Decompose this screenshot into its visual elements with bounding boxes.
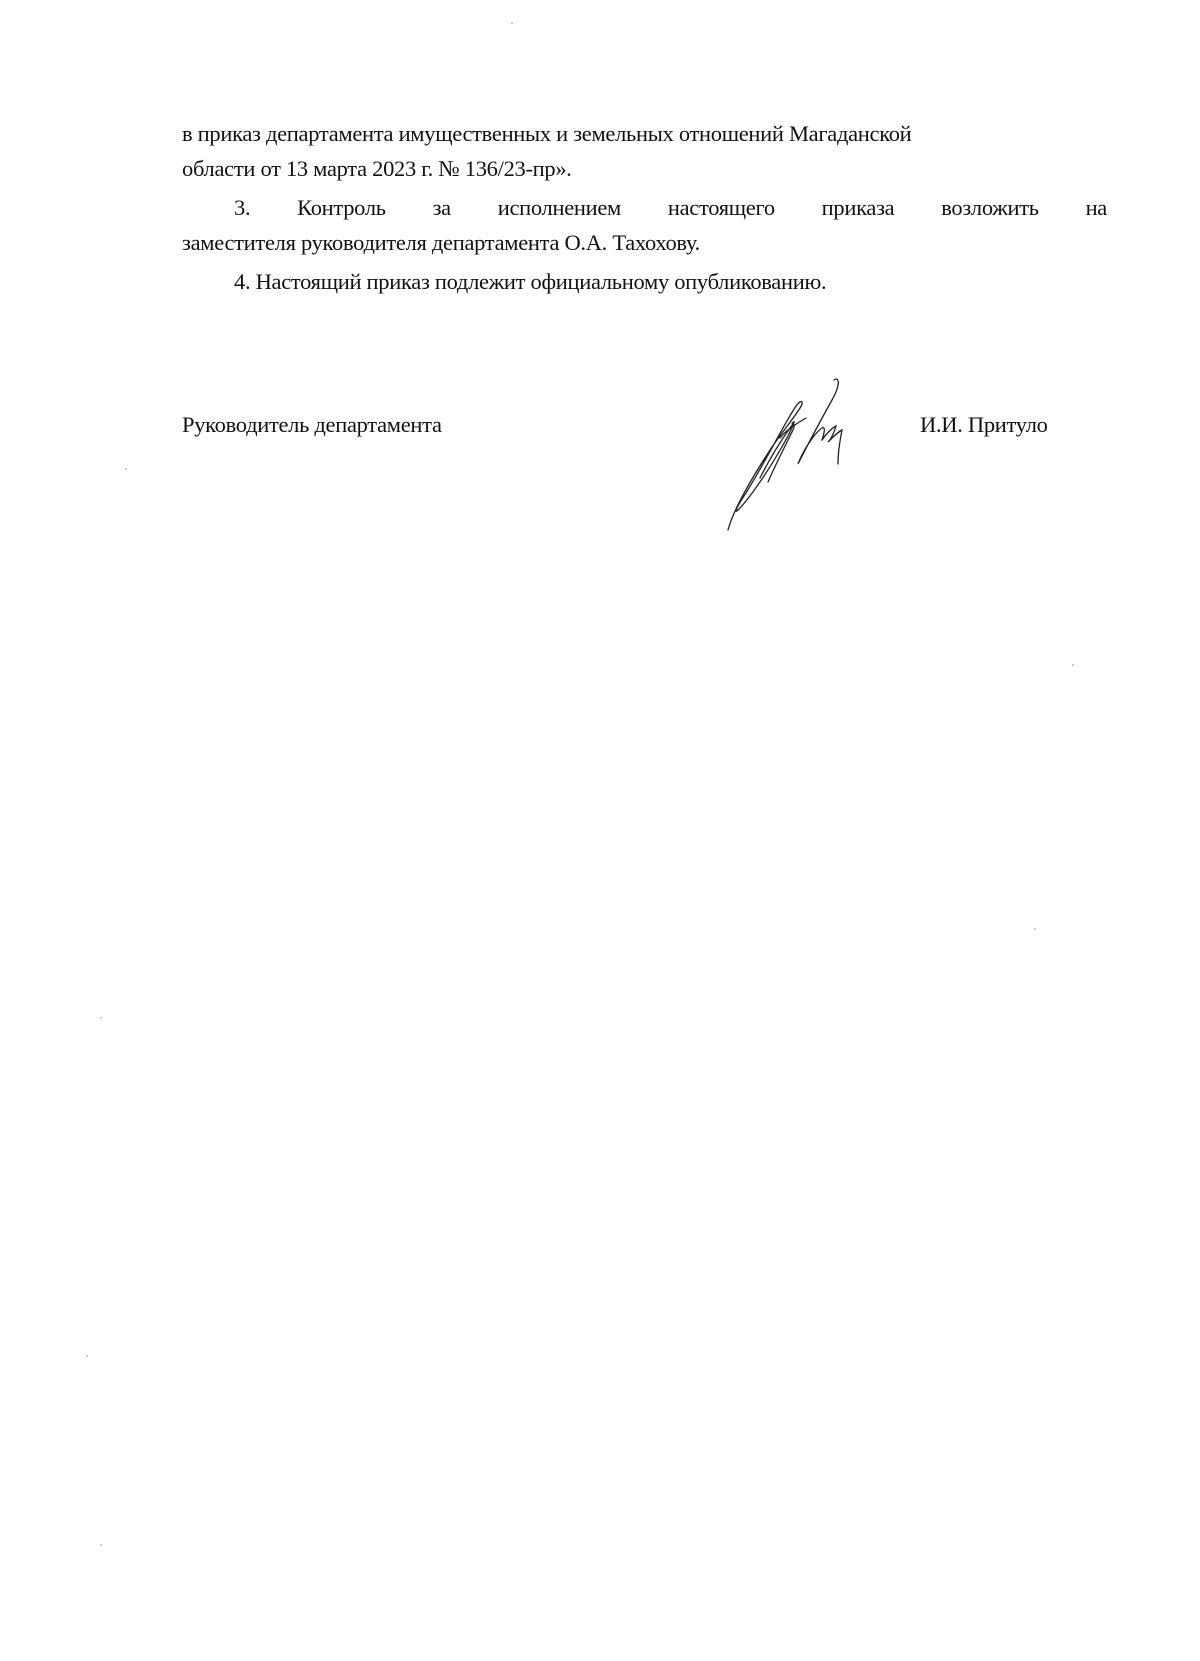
scan-speck xyxy=(125,468,127,470)
scan-speck xyxy=(511,22,513,24)
scan-speck xyxy=(86,1355,88,1357)
paragraph-continuation xyxy=(182,116,1107,186)
scan-speck xyxy=(100,1017,102,1019)
paragraph-4 xyxy=(182,264,1107,299)
text-line: заместителя руководителя департамента О.А. Тахохову. xyxy=(182,230,701,255)
scan-speck xyxy=(1034,928,1036,930)
text-line: 3. Контроль за исполнением настоящего приказа возложить на xyxy=(234,195,1107,220)
paragraph-3 xyxy=(182,190,1107,260)
signatory-name: И.И. Притуло xyxy=(920,412,1048,437)
text-line: в приказ департамента имущественных и земельных отношений Магаданской xyxy=(182,121,912,146)
scan-speck xyxy=(100,1544,102,1546)
text-line: 4. Настоящий приказ подлежит официальному опубликованию. xyxy=(234,269,827,294)
scan-speck xyxy=(1072,664,1074,666)
text-line: области от 13 марта 2023 г. № 136/23-пр». xyxy=(182,156,572,181)
signatory-position: Руководитель департамента xyxy=(182,412,442,437)
handwritten-signature-icon xyxy=(722,378,882,538)
